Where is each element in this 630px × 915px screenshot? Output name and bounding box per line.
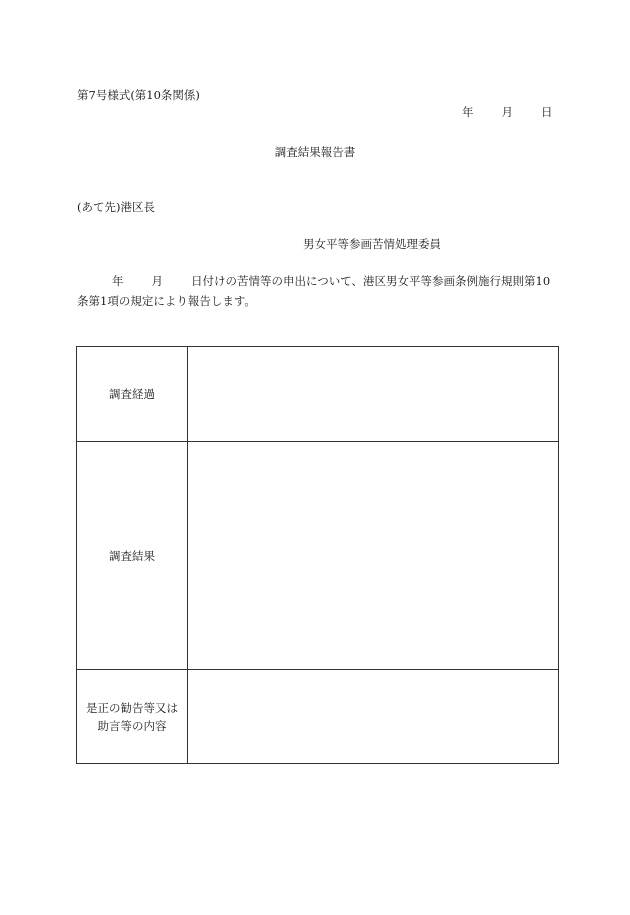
date-day-label: 日: [541, 105, 553, 119]
table-row: [77, 347, 559, 442]
date-month-label: 月: [501, 105, 513, 119]
table-row: [77, 670, 559, 764]
addressee: (あて先)港区長: [77, 200, 155, 214]
field-investigation-process[interactable]: [188, 347, 559, 442]
body-year-label: 年: [112, 274, 124, 288]
report-table: [76, 346, 559, 764]
document-title: 調査結果報告書: [274, 145, 356, 159]
form-number: 第7号様式(第10条関係): [77, 88, 200, 102]
body-text-line-2: 条第1項の規定により報告します。: [77, 294, 256, 308]
row-label-investigation-process: [77, 347, 188, 442]
field-investigation-result[interactable]: [188, 442, 559, 670]
body-text-line-1: [112, 273, 550, 289]
row-label-recommendation-content: [77, 670, 188, 764]
row-label-text: 調査経過: [109, 387, 155, 401]
date-year-label: 年: [462, 105, 474, 119]
body-month-label: 月: [151, 274, 163, 288]
row-label-investigation-result: [77, 442, 188, 670]
field-recommendation-content[interactable]: [188, 670, 559, 764]
row-label-text: 調査結果: [109, 548, 155, 563]
date-line: [462, 104, 553, 120]
row-label-text: 助言等の内容: [97, 718, 167, 733]
table-row: [77, 442, 559, 670]
sender-name: 男女平等参画苦情処理委員: [303, 237, 441, 251]
row-label-text: 是正の勧告等又は: [86, 700, 178, 715]
body-line1-text: 日付けの苦情等の申出について、港区男女平等参画条例施行規則第10: [191, 274, 551, 288]
